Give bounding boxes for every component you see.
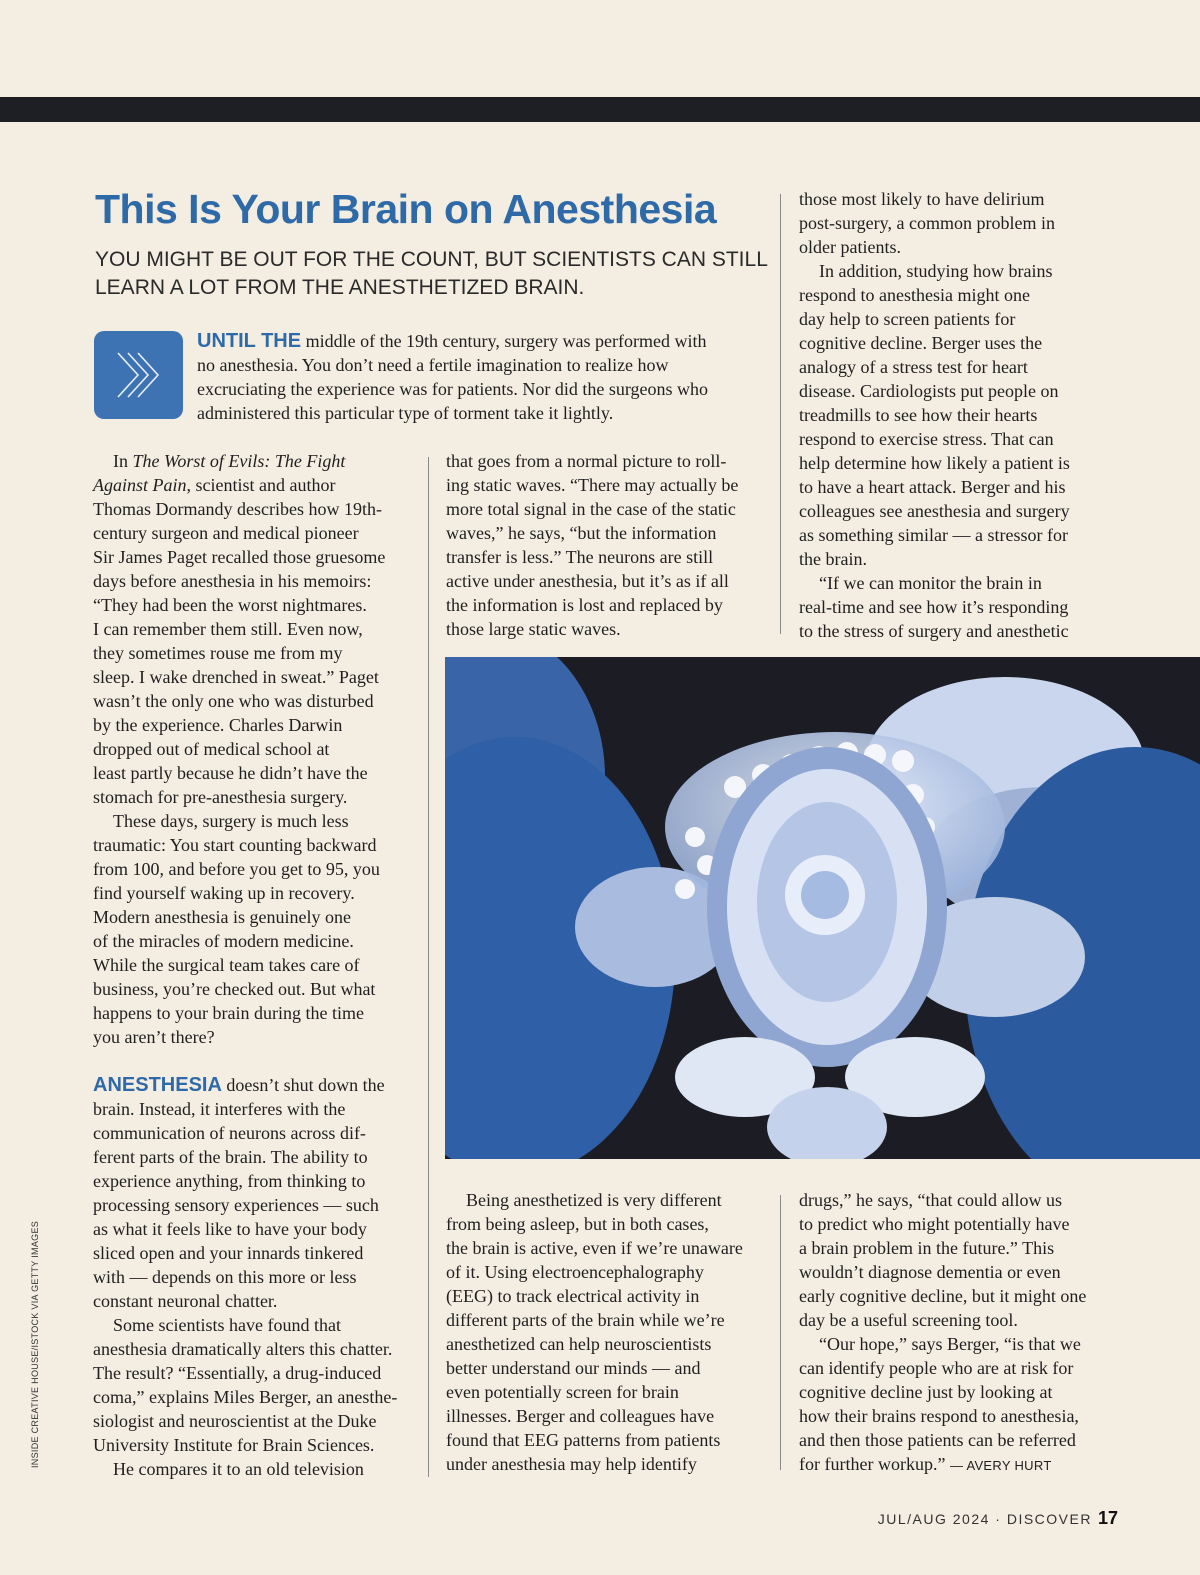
book-title: Against Pain — [93, 475, 187, 495]
text-line: Modern anesthesia is genuinely one — [93, 907, 351, 927]
text-line: The result? “Essentially, a drug-induced — [93, 1363, 382, 1383]
text-line: (EEG) to track electrical activity in — [446, 1286, 700, 1306]
section-kicker: ANESTHESIA — [93, 1074, 222, 1096]
text-line: you aren’t there? — [93, 1027, 215, 1047]
text-line: cognitive decline. Berger uses the — [799, 333, 1043, 353]
text-line: even potentially screen for brain — [446, 1382, 679, 1402]
intro-kicker: UNTIL THE — [197, 330, 302, 352]
chevrons-icon — [94, 331, 183, 419]
column-3-top — [799, 187, 1099, 643]
text-line: early cognitive decline, but it might one — [799, 1286, 1087, 1306]
text-line: While the surgical team takes care of — [93, 955, 360, 975]
text-line: constant neuronal chatter. — [93, 1291, 278, 1311]
text-line: business, you’re checked out. But what — [93, 979, 376, 999]
text-line: “Our hope,” says Berger, “is that we — [819, 1334, 1081, 1354]
text-line: days before anesthesia in his memoirs: — [93, 571, 372, 591]
text-line: the brain is active, even if we’re unaware — [446, 1238, 743, 1258]
text-line: happens to your brain during the time — [93, 1003, 364, 1023]
text-line: “They had been the worst nightmares. — [93, 595, 367, 615]
text-line: drugs,” he says, “that could allow us — [799, 1190, 1062, 1210]
text-line: siologist and neuroscientist at the Duke — [93, 1411, 377, 1431]
text-line: stomach for pre-anesthesia surgery. — [93, 787, 348, 807]
text-line: waves,” he says, “but the information — [446, 523, 717, 543]
text-line: communication of neurons across dif- — [93, 1123, 366, 1143]
text-line: disease. Cardiologists put people on — [799, 381, 1059, 401]
text-line: treadmills to see how their hearts — [799, 405, 1038, 425]
text-line: older patients. — [799, 237, 901, 257]
text-line: those large static waves. — [446, 619, 621, 639]
text-line: for further workup.” — [799, 1454, 950, 1474]
photo-credit: INSIDE CREATIVE HOUSE/ISTOCK VIA GETTY IMAGES — [30, 1220, 40, 1468]
column-1 — [93, 449, 413, 1481]
text-line: with — depends on this more or less — [93, 1267, 357, 1287]
text-line: as something similar — a stressor for — [799, 525, 1068, 545]
text-line: colleagues see anesthesia and surgery — [799, 501, 1070, 521]
column-rule — [428, 457, 429, 1477]
text-line: different parts of the brain while we’re — [446, 1310, 725, 1330]
text-line: , scientist and author — [186, 475, 336, 495]
text-line: of the miracles of modern medicine. — [93, 931, 354, 951]
text-line: transfer is less.” The neurons are still — [446, 547, 714, 567]
text-line: century surgeon and medical pioneer — [93, 523, 359, 543]
text-line: These days, surgery is much less — [113, 811, 349, 831]
text-line: under anesthesia may help identify — [446, 1454, 697, 1474]
text-line: active under anesthesia, but it’s as if all — [446, 571, 729, 591]
text-line: Sir James Paget recalled those gruesome — [93, 547, 386, 567]
headline: This Is Your Brain on Anesthesia — [95, 186, 717, 232]
column-rule — [780, 194, 781, 634]
text-line: least partly because he didn’t have the — [93, 763, 368, 783]
text-line: the information is lost and replaced by — [446, 595, 723, 615]
intro-paragraph — [197, 329, 757, 425]
text-line: coma,” explains Miles Berger, an anesthe- — [93, 1387, 398, 1407]
text-line: Being anesthetized is very different — [466, 1190, 722, 1210]
text-line: respond to anesthesia might one — [799, 285, 1030, 305]
byline: — AVERY HURT — [949, 1458, 1052, 1473]
column-rule — [780, 1195, 781, 1470]
text-line: He compares it to an old television — [113, 1459, 364, 1479]
text-line: to the stress of surgery and anesthetic — [799, 621, 1069, 641]
text-line: ferent parts of the brain. The ability to — [93, 1147, 368, 1167]
text-line: to predict who might potentially have — [799, 1214, 1070, 1234]
text-line: that goes from a normal picture to roll- — [446, 451, 727, 471]
text-line: day help to screen patients for — [799, 309, 1016, 329]
text-line: sleep. I wake drenched in sweat.” Paget — [93, 667, 379, 687]
page-number: 17 — [1097, 1508, 1118, 1528]
text-line: anesthetized can help neuroscientists — [446, 1334, 712, 1354]
dek-line: YOU MIGHT BE OUT FOR THE COUNT, BUT SCIENTISTS CAN STILL — [95, 248, 768, 271]
text-line: they sometimes rouse me from my — [93, 643, 343, 663]
text-line: Thomas Dormandy describes how 19th- — [93, 499, 382, 519]
text-line: day be a useful screening tool. — [799, 1310, 1018, 1330]
text-line: In — [113, 451, 133, 471]
text-line: traumatic: You start counting backward — [93, 835, 377, 855]
text-line: dropped out of medical school at — [93, 739, 330, 759]
column-2-top — [446, 449, 766, 641]
text-line: brain. Instead, it interferes with the — [93, 1099, 346, 1119]
text-line: cognitive decline just by looking at — [799, 1382, 1053, 1402]
text-line: respond to exercise stress. That can — [799, 429, 1054, 449]
book-title: The Worst of Evils: The Fight — [132, 451, 346, 471]
page-folio — [878, 1508, 1118, 1529]
dek-line: LEARN A LOT FROM THE ANESTHETIZED BRAIN. — [95, 276, 585, 299]
issue-label: JUL/AUG 2024 · DISCOVER — [877, 1511, 1092, 1527]
text-line: from 100, and before you get to 95, you — [93, 859, 380, 879]
text-line: how their brains respond to anesthesia, — [799, 1406, 1079, 1426]
text-line: those most likely to have delirium — [799, 189, 1045, 209]
text-line: administered this particular type of torment take it lightly. — [197, 403, 614, 423]
text-line: wouldn’t diagnose dementia or even — [799, 1262, 1061, 1282]
text-line: by the experience. Charles Darwin — [93, 715, 343, 735]
dek — [95, 246, 768, 302]
text-line: anesthesia dramatically alters this chatter. — [93, 1339, 393, 1359]
top-bar — [0, 97, 1200, 122]
text-line: Some scientists have found that — [113, 1315, 341, 1335]
column-3-bottom — [799, 1188, 1119, 1478]
text-line: middle of the 19th century, surgery was performed with — [301, 331, 707, 351]
surgery-photo — [445, 657, 1200, 1159]
text-line: ing static waves. “There may actually be — [446, 475, 739, 495]
column-2-bottom — [446, 1188, 766, 1476]
text-line: University Institute for Brain Sciences. — [93, 1435, 375, 1455]
text-line: help determine how likely a patient is — [799, 453, 1070, 473]
text-line: post-surgery, a common problem in — [799, 213, 1055, 233]
text-line: excruciating the experience was for patients. Nor did the surgeons who — [197, 379, 709, 399]
text-line: illnesses. Berger and colleagues have — [446, 1406, 715, 1426]
text-line: better understand our minds — and — [446, 1358, 701, 1378]
text-line: of it. Using electroencephalography — [446, 1262, 704, 1282]
text-line: a brain problem in the future.” This — [799, 1238, 1055, 1258]
text-line: no anesthesia. You don’t need a fertile imagination to realize how — [197, 355, 669, 375]
text-line: experience anything, from thinking to — [93, 1171, 366, 1191]
text-line: find yourself waking up in recovery. — [93, 883, 355, 903]
text-line: can identify people who are at risk for — [799, 1358, 1074, 1378]
text-line: processing sensory experiences — such — [93, 1195, 379, 1215]
text-line: the brain. — [799, 549, 867, 569]
text-line: more total signal in the case of the static — [446, 499, 736, 519]
text-line: wasn’t the only one who was disturbed — [93, 691, 374, 711]
text-line: I can remember them still. Even now, — [93, 619, 363, 639]
text-line: to have a heart attack. Berger and his — [799, 477, 1066, 497]
text-line: analogy of a stress test for heart — [799, 357, 1028, 377]
text-line: sliced open and your innards tinkered — [93, 1243, 364, 1263]
text-line: found that EEG patterns from patients — [446, 1430, 721, 1450]
text-line: doesn’t shut down the — [221, 1075, 385, 1095]
text-line: as what it feels like to have your body — [93, 1219, 367, 1239]
text-line: “If we can monitor the brain in — [819, 573, 1042, 593]
text-line: from being asleep, but in both cases, — [446, 1214, 709, 1234]
text-line: In addition, studying how brains — [819, 261, 1053, 281]
text-line: and then those patients can be referred — [799, 1430, 1076, 1450]
surgery-photo-illustration — [445, 657, 1200, 1159]
text-line: real-time and see how it’s responding — [799, 597, 1069, 617]
